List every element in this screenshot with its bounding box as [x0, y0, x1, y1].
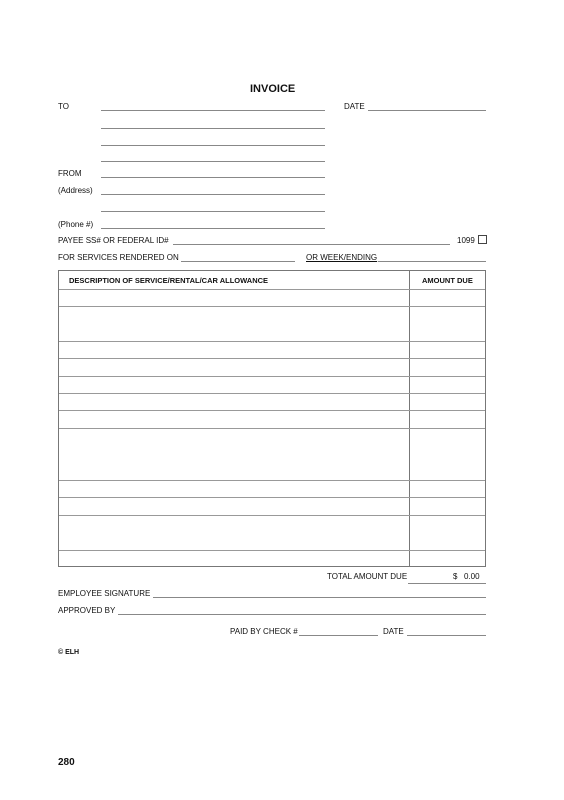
paid-date-label: DATE: [383, 627, 404, 636]
table-row[interactable]: [59, 289, 485, 290]
table-row[interactable]: [59, 306, 485, 307]
table-row[interactable]: [59, 497, 485, 498]
from-field-line[interactable]: [101, 177, 325, 178]
total-amount-label: TOTAL AMOUNT DUE: [327, 572, 408, 581]
table-row[interactable]: [59, 410, 485, 411]
to-field-line-4[interactable]: [101, 161, 325, 162]
employee-signature-label: EMPLOYEE SIGNATURE: [58, 589, 151, 598]
table-row[interactable]: [59, 515, 485, 516]
table-row[interactable]: [59, 341, 485, 342]
table-row[interactable]: [59, 376, 485, 377]
currency-symbol: $: [453, 572, 458, 581]
address-field-line-2[interactable]: [101, 211, 325, 212]
phone-label: (Phone #): [58, 220, 94, 229]
approved-by-field[interactable]: [118, 614, 486, 615]
description-column-header: DESCRIPTION OF SERVICE/RENTAL/CAR ALLOWANCE: [69, 276, 269, 285]
table-row[interactable]: [59, 393, 485, 394]
employee-signature-field[interactable]: [153, 597, 486, 598]
approved-by-label: APPROVED BY: [58, 606, 116, 615]
table-row[interactable]: [59, 480, 485, 481]
payee-id-label: PAYEE SS# OR FEDERAL ID#: [58, 236, 169, 245]
services-table: [58, 270, 486, 567]
services-rendered-label: FOR SERVICES RENDERED ON: [58, 253, 179, 262]
amount-column-header: AMOUNT DUE: [422, 276, 473, 285]
address-label: (Address): [58, 186, 93, 195]
phone-field-line[interactable]: [101, 228, 325, 229]
page-number: 280: [58, 757, 75, 768]
services-rendered-field[interactable]: [181, 261, 295, 262]
copyright-notice: © ELH: [58, 649, 80, 656]
table-row[interactable]: [59, 358, 485, 359]
payee-id-field[interactable]: [173, 244, 450, 245]
date-field[interactable]: [368, 110, 486, 111]
column-divider: [409, 271, 410, 566]
paid-by-check-label: PAID BY CHECK #: [230, 627, 298, 636]
date-label: DATE: [344, 102, 365, 111]
to-field-line-2[interactable]: [101, 128, 325, 129]
check-number-field[interactable]: [299, 635, 378, 636]
paid-date-field[interactable]: [407, 635, 486, 636]
form-1099-checkbox[interactable]: [478, 235, 487, 244]
week-ending-label: OR WEEK/ENDING: [306, 253, 378, 262]
to-field-line-3[interactable]: [101, 145, 325, 146]
week-ending-field[interactable]: [378, 261, 486, 262]
address-field-line-1[interactable]: [101, 194, 325, 195]
invoice-title: INVOICE: [250, 83, 296, 95]
total-amount-field[interactable]: [408, 583, 486, 584]
from-label: FROM: [58, 169, 82, 178]
to-label: TO: [58, 102, 69, 111]
to-field-line-1[interactable]: [101, 110, 325, 111]
table-row[interactable]: [59, 428, 485, 429]
form-1099-label: 1099: [457, 236, 475, 245]
table-row[interactable]: [59, 550, 485, 551]
total-amount-value: 0.00: [464, 572, 480, 581]
